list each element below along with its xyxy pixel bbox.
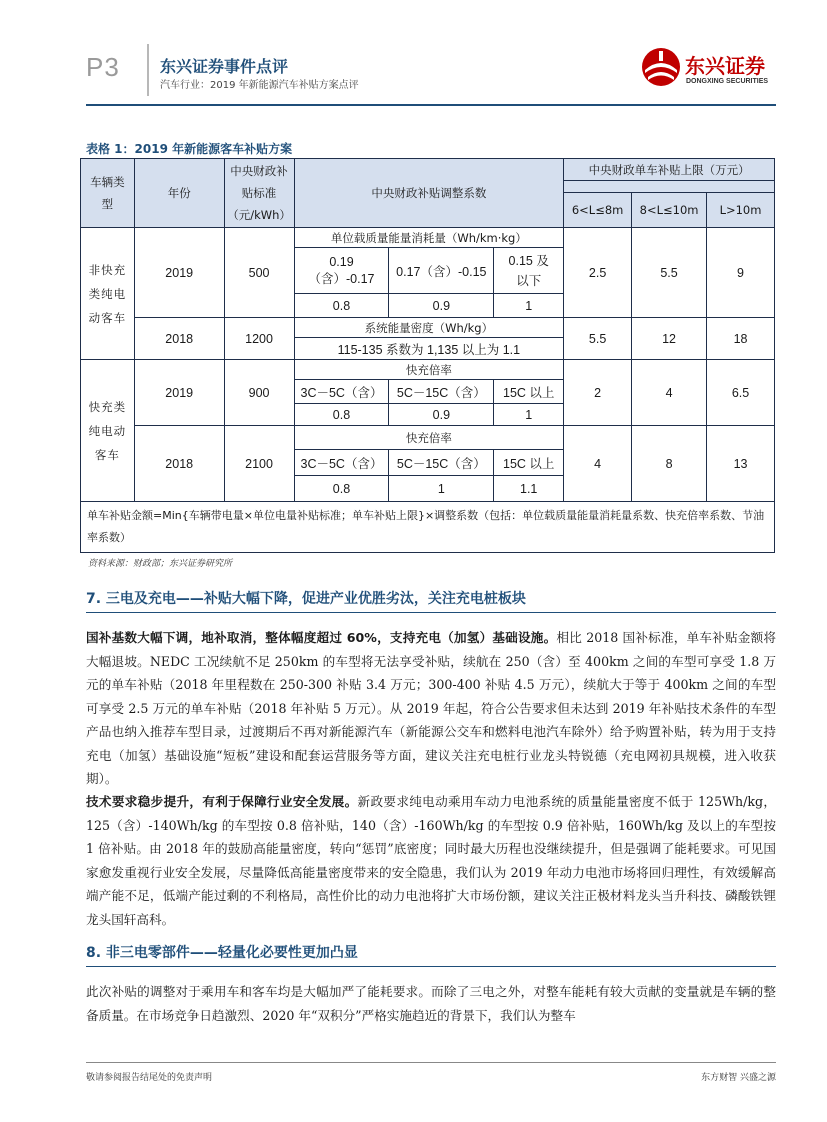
cap-cell: 4	[564, 426, 632, 502]
header-length-2: 8<L≤10m	[632, 193, 707, 228]
paragraph-subsidy-lead: 国补基数大幅下调，地补取消，整体幅度超过 60%，支持充电（加氢）基础设施。	[86, 630, 557, 645]
header-divider	[147, 44, 149, 96]
bracket-cell: 3C－5C（含）	[294, 380, 389, 404]
table-caption: 表格 1：2019 年新能源客车补贴方案	[86, 142, 293, 156]
table-row	[81, 318, 775, 338]
page-number: P3	[86, 52, 120, 82]
table-row	[81, 426, 775, 450]
year-cell: 2018	[134, 318, 224, 360]
cap-cell: 2	[564, 360, 632, 426]
bracket-cell: 15C 以上	[494, 450, 564, 476]
bracket-cell: 0.15 及以下	[494, 248, 564, 294]
table-note-row	[81, 502, 775, 553]
coef-cell: 0.8	[294, 294, 389, 318]
paragraph-tech-body: 新政要求纯电动乘用车动力电池系统的质量能量密度不低于 125Wh/kg，125（含）-140Wh/kg 的车型按 0.8 倍补贴，140（含）-160Wh/kg 的车型按 0.9 倍补贴，160Wh/kg 及以上的车型按 1 倍补贴。由 2018 年的鼓励高能量密度，转向“惩罚”底密度；同时最大历程也没继续提升，但是强调了能耗要求。可见国家愈发重视行业安全发展，尽量降低高能量密度带来的安全隐患，我们认为 2019 年动力电池市场将回归理性，有效缓解高端产能不足，低端产能过剩的不利格局，高性价比的动力电池将扩大市场份额，建议关注正极材料龙头当升科技、磷酸铁锂龙头国轩高科。	[86, 794, 776, 927]
coef-cell: 1	[389, 476, 494, 502]
table-row	[81, 228, 775, 248]
metric-cell: 系统能量密度（Wh/kg）	[294, 318, 564, 338]
header-standard: 中央财政补贴标准（元/kWh）	[224, 159, 294, 228]
header-vehicle-type: 车辆类型	[81, 159, 135, 228]
footer-disclaimer: 敬请参阅报告结尾处的免责声明	[86, 1073, 213, 1083]
header-coefficient: 中央财政补贴调整系数	[294, 159, 564, 228]
subsidy-table	[80, 158, 775, 553]
cap-cell: 18	[707, 318, 775, 360]
section-8-title: 8. 非三电零部件——轻量化必要性更加凸显	[86, 945, 358, 961]
header-cap: 中央财政单车补贴上限（万元）	[564, 159, 775, 181]
footer-rule	[86, 1062, 776, 1063]
bracket-cell: 15C 以上	[494, 380, 564, 404]
cap-cell: 5.5	[564, 318, 632, 360]
company-logo	[640, 46, 780, 92]
coef-desc-cell: 115-135 系数为 1,135 以上为 1.1	[294, 338, 564, 360]
paragraph-subsidy-body: 相比 2018 国补标准，单车补贴金额将大幅退坡。NEDC 工况续航不足 250km 的车型将无法享受补贴，续航在 250（含）至 400km 之间的车型可享受 1.8 万元的单车补贴（2018 年里程数在 250-300 补贴 3.4 万元；300-400 补贴 4.5 万元），续航大于等于 400km 之间的车型可享受 2.5 万元的单车补贴（2018 年补贴 5 万元）。从 2019 年起，符合公告要求但未达到 2019 年补贴技术条件的车型产品也纳入推荐车型目录，过渡期后不再对新能源汽车（新能源公交车和燃料电池汽车除外）给予购置补贴，转为用于支持充电（加氢）基础设施“短板”建设和配套运营服务等方面，建议关注充电桩行业龙头特锐德（充电网初具规模，进入收获期）。	[86, 630, 776, 786]
year-cell: 2018	[134, 426, 224, 502]
paragraph-tech	[86, 790, 776, 931]
standard-cell: 900	[224, 360, 294, 426]
paragraph-lightweight: 此次补贴的调整对于乘用车和客车均是大幅加严了能耗要求。而除了三电之外，对整车能耗有较大贡献的变量就是车辆的整备质量。在市场竞争日趋激烈、2020 年“双积分”严格实施趋近的背景下，我们认为整车	[86, 984, 776, 1023]
standard-cell: 500	[224, 228, 294, 318]
coef-cell: 1	[494, 404, 564, 426]
coef-cell: 1.1	[494, 476, 564, 502]
paragraph-tech-lead: 技术要求稳步提升，有利于保障行业安全发展。	[86, 794, 358, 809]
standard-cell: 1200	[224, 318, 294, 360]
section-7-rule	[86, 612, 776, 613]
cap-cell: 12	[632, 318, 707, 360]
standard-cell: 2100	[224, 426, 294, 502]
header-year: 年份	[134, 159, 224, 228]
coef-cell: 0.8	[294, 476, 389, 502]
table-note: 单车补贴金额=Min{车辆带电量×单位电量补贴标准；单车补贴上限}×调整系数（包括：单位载质量能量消耗量系数、快充倍率系数、节油率系数）	[81, 502, 775, 553]
report-title: 东兴证券事件点评	[160, 57, 289, 76]
bracket-cell: 5C－15C（含）	[389, 380, 494, 404]
bracket-cell: 5C－15C（含）	[389, 450, 494, 476]
coef-cell: 1	[494, 294, 564, 318]
cap-cell: 2.5	[564, 228, 632, 318]
header-length-1: 6<L≤8m	[564, 193, 632, 228]
table-row	[81, 360, 775, 380]
cap-cell: 13	[707, 426, 775, 502]
cap-cell: 8	[632, 426, 707, 502]
table-source: 资料来源：财政部；东兴证券研究所	[88, 559, 233, 569]
metric-cell: 单位载质量能量消耗量（Wh/km·kg）	[294, 228, 564, 248]
bracket-cell: 0.17（含）-0.15	[389, 248, 494, 294]
logo-english-text: DONGXING SECURITIES	[686, 78, 769, 85]
coef-cell: 0.8	[294, 404, 389, 426]
category-fast-charge: 快充类纯电动客车	[81, 360, 135, 502]
report-subtitle: 汽车行业：2019 年新能源汽车补贴方案点评	[160, 80, 359, 91]
bracket-cell: 3C－5C（含）	[294, 450, 389, 476]
year-cell: 2019	[134, 228, 224, 318]
metric-cell: 快充倍率	[294, 426, 564, 450]
footer-slogan: 东方财智 兴盛之源	[701, 1073, 776, 1083]
category-non-fast-charge: 非快充类纯电动客车	[81, 228, 135, 360]
section-8-rule	[86, 966, 776, 967]
cap-cell: 6.5	[707, 360, 775, 426]
metric-cell: 快充倍率	[294, 360, 564, 380]
cap-cell: 9	[707, 228, 775, 318]
coef-cell: 0.9	[389, 294, 494, 318]
logo-text: 东兴证券	[685, 54, 765, 78]
cap-cell: 4	[632, 360, 707, 426]
cap-cell: 5.5	[632, 228, 707, 318]
year-cell: 2019	[134, 360, 224, 426]
header-length-3: L>10m	[707, 193, 775, 228]
bracket-cell: 0.19（含）-0.17	[294, 248, 389, 294]
paragraph-subsidy	[86, 626, 776, 791]
header-rule	[86, 104, 776, 106]
coef-cell: 0.9	[389, 404, 494, 426]
table-header-row	[81, 159, 775, 181]
logo-mark-icon	[640, 46, 682, 88]
section-7-title: 7. 三电及充电——补贴大幅下降，促进产业优胜劣汰，关注充电桩板块	[86, 591, 526, 607]
